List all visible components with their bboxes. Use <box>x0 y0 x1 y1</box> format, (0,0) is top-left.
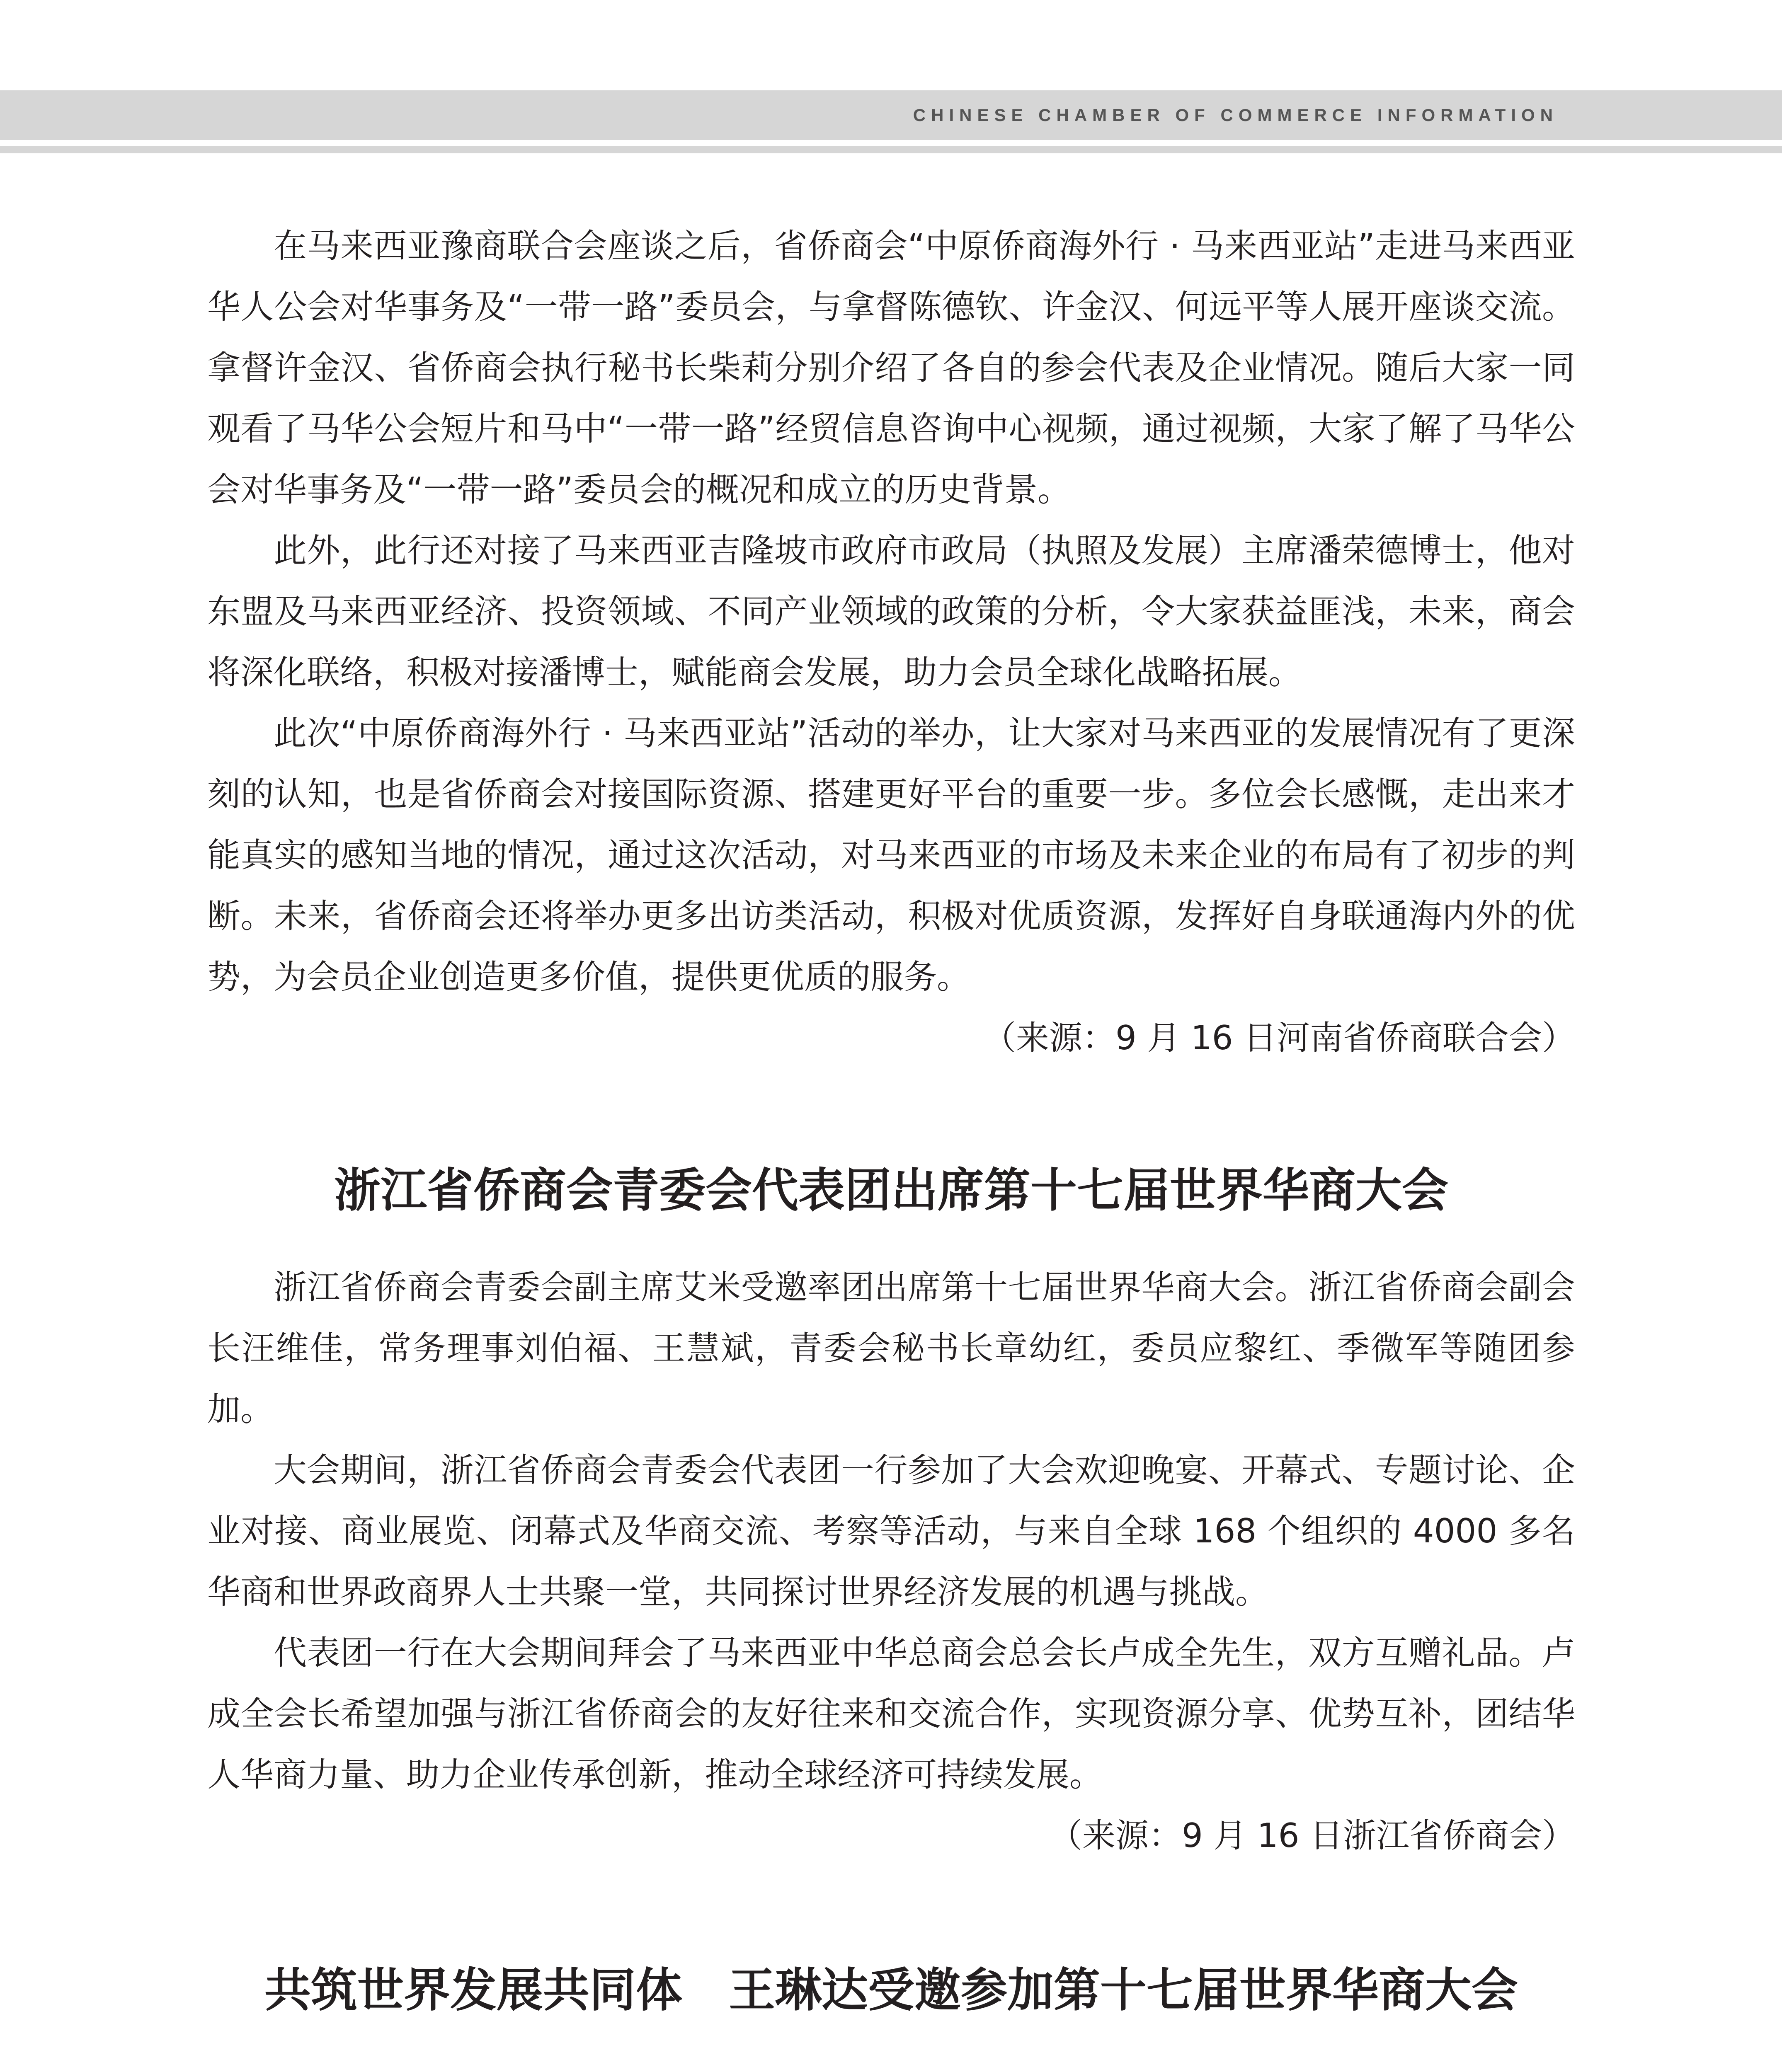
article-section-3 <box>207 1961 1575 2072</box>
article-section-2 <box>207 1162 1575 1866</box>
paragraph: 在马来西亚豫商联合会座谈之后，省侨商会“中原侨商海外行 · 马来西亚站”走进马来西亚华人公会对华事务及“一带一路”委员会，与拿督陈德钦、许金汉、何远平等人展开座谈交流。拿督许金汉、省侨商会执行秘书长柴莉分别介绍了各自的参会代表及企业情况。随后大家一同观看了马华公会短片和马中“一带一路”经贸信息咨询中心视频，通过视频，大家了解了马华公会对华事务及“一带一路”委员会的概况和成立的历史背景。 <box>207 227 1575 509</box>
article-headline: 浙江省侨商会青委会代表团出席第十七届世界华商大会 <box>334 1164 1448 1218</box>
paragraph: 此外，此行还对接了马来西亚吉隆坡市政府市政局（执照及发展）主席潘荣德博士，他对东盟及马来西亚经济、投资领域、不同产业领域的政策的分析，令大家获益匪浅，未来，商会将深化联络，积极对接潘博士，赋能商会发展，助力会员全球化战略拓展。 <box>207 531 1575 692</box>
article-section-1 <box>207 215 1575 1068</box>
source-note: （来源：9 月 16 日浙江省侨商会） <box>1049 1816 1575 1855</box>
paragraph: 大会期间，浙江省侨商会青委会代表团一行参加了大会欢迎晚宴、开幕式、专题讨论、企业对接、商业展览、闭幕式及华商交流、考察等活动，与来自全球 168 个组织的 4000 多名华商和世界政商界人士共聚一堂，共同探讨世界经济发展的机遇与挑战。 <box>207 1451 1575 1611</box>
paragraph: 浙江省侨商会青委会副主席艾米受邀率团出席第十七届世界华商大会。浙江省侨商会副会长汪维佳，常务理事刘伯福、王慧斌，青委会秘书长章幼红，委员应黎红、季微军等随团参加。 <box>207 1268 1575 1428</box>
paragraph <box>207 2065 1575 2072</box>
paragraph: 代表团一行在大会期间拜会了马来西亚中华总商会总会长卢成全先生，双方互赠礼品。卢成全会长希望加强与浙江省侨商会的友好往来和交流合作，实现资源分享、优势互补，团结华人华商力量、助力企业传承创新，推动全球经济可持续发展。 <box>207 1634 1575 1794</box>
article-headline: 共筑世界发展共同体 王琳达受邀参加第十七届世界华商大会 <box>264 1963 1518 2017</box>
paragraph: 此次“中原侨商海外行 · 马来西亚站”活动的举办，让大家对马来西亚的发展情况有了更深刻的认知，也是省侨商会对接国际资源、搭建更好平台的重要一步。多位会长感慨，走出来才能真实的感知当地的情况，通过这次活动，对马来西亚的市场及未来企业的布局有了初步的判断。未来，省侨商会还将举办更多出访类活动，积极对优质资源，发挥好自身联通海内外的优势，为会员企业创造更多价值，提供更优质的服务。 <box>207 714 1575 996</box>
article-content <box>207 215 1575 2072</box>
source-note: （来源：9 月 16 日河南省侨商联合会） <box>983 1019 1575 1057</box>
header-rule <box>0 146 1782 153</box>
publication-title: CHINESE CHAMBER OF COMMERCE INFORMATION <box>913 105 1558 125</box>
